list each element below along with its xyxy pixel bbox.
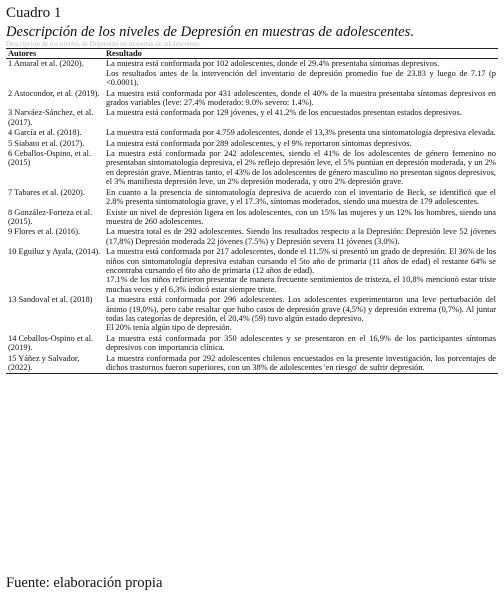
author-cell: 8 González-Forteza et al. (2015).: [8, 207, 93, 226]
author-cell: 1 Amaral et al. (2020).: [8, 59, 84, 69]
result-paragraph: La muestra está conformada por 4.759 adolescentes, donde el 13,3% presenta una sintomatología depresiva elevada.: [106, 128, 496, 138]
table-row: [6, 108, 498, 128]
table-row: [6, 334, 498, 354]
result-paragraph: La muestra está conformada por 102 adolescentes, donde el 29.4% presentaba síntomas depresivos.: [106, 59, 440, 69]
result-cell: [104, 59, 498, 89]
result-paragraph: La muestra está conformada por 431 adolescentes, donde el 40% de la muestra presentaba síntomas depresivos en grados variables (leve: 27.4% moderado: 9.0% severo: 1.4%).: [106, 88, 496, 108]
author-cell: 13 Sandoval et al. (2018): [8, 295, 93, 305]
result-paragraph: La muestra está conformada por 217 adolescentes, donde el 11.5% si presentó un grado de depresión. El 36% de los niños con sintomatología depresiva estaban cursando el 5to año de primaria (11 años de edad) el restante 64% se encontraba cursando el 6to año de primaria (12 años de edad).: [106, 247, 496, 275]
author-cell: 9 Flores et al. (2016).: [8, 227, 81, 237]
table-row: [6, 59, 498, 89]
table-row: [6, 227, 498, 247]
result-cell: [104, 334, 498, 354]
table-row: [6, 354, 498, 374]
author-cell: 2 Astocondor, et al. (2019).: [8, 88, 100, 98]
table-body: [6, 59, 498, 374]
author-cell: 3 Narváez-Sánchez, et al. (2017).: [8, 108, 94, 127]
result-cell: [104, 295, 498, 334]
author-cell: 4 García et al. (2018).: [8, 128, 82, 138]
table-row: [6, 247, 498, 295]
result-cell: [104, 188, 498, 208]
result-paragraph: La muestra conformada por 292 adolescentes chilenos encuestados en la presente investigación, los porcentajes de dichos trastornos fueron superiores, con un 38% de adolescentes 'en riesgo' de sufrir depresión.: [106, 353, 496, 372]
table-row: [6, 295, 498, 334]
result-cell: [104, 149, 498, 188]
table-row: [6, 128, 498, 138]
result-paragraph: En cuanto a la presencia de sintomatología depresiva de acuerdo con el inventario de Beck, se identificó que el 2.8% presenta sintomatología grave, y el 17.3%, síntomas moderados, siendo una muestra de 179 adolescentes.: [106, 187, 496, 207]
author-cell: 7 Tabares et al. (2020).: [8, 187, 85, 197]
result-paragraph: La muestra está conformada por 289 adolescentes, y el 9% reportaron síntomas depresivos.: [106, 138, 412, 148]
results-table: [6, 48, 498, 374]
result-paragraph: Los resultados antes de la intervención del inventario de depresión promedio fue de 23.83 y luego de 7.17 (p <0.0001).: [106, 68, 496, 88]
result-cell: [104, 108, 498, 128]
author-cell: 14 Ceballos-Ospino et al. (2019).: [8, 333, 94, 353]
result-paragraph: La muestra está conformada por 350 adolescentes y se presentaron en el 16,9% de los participantes síntomas depresivos con importancia clínica.: [106, 333, 496, 353]
result-cell: [104, 208, 498, 228]
author-cell: 10 Eguiluz y Ayala, (2014).: [8, 247, 101, 257]
source-note: Fuente: elaboración propia: [6, 575, 163, 591]
result-cell: [104, 89, 498, 109]
result-paragraph: 17.1% de los niños refirieron presentar de manera frecuente sentimientos de tristeza, el 10,8% mencionó estar triste muchas veces y el 6,3% indicó estar siempre triste.: [106, 275, 496, 294]
result-paragraph: La muestra está conformada por 242 adolescentes, siendo el 41% de los adolescentes de género femenino no presentaban sintomatología depresiva, el 2% reflejo depresión leve, el 5% puntúan en depresión moderada, y un 2% en depresión grave. Mientras tanto, el 43% de los adolescentes de género masculino no presentan signos depresivos, el 3% manifiesta depresión leve, un 2% depresión moderada, y otro 2% depresión grave.: [106, 149, 496, 187]
result-paragraph: Existe un nivel de depresión ligera en los adolescentes, con un 15% las mujeres y un 12% los hombres, siendo una muestra de 260 adolescentes.: [106, 207, 496, 226]
result-paragraph: La muestra total es de 292 adolescentes. Siendo los resultados respecto a la Depresión: Depresión leve 52 jóvenes (17,8%) Depresión moderada 22 jóvenes (7.5%) y Depresión severa 11 jóvenes (3.0%).: [106, 227, 496, 246]
result-paragraph: La muestra está conformada por 129 jóvenes, y el 41.2% de los encuestados presentan estados depresivos.: [106, 108, 462, 118]
table-header-row: [6, 49, 498, 59]
table-row: [6, 188, 498, 208]
table-row: [6, 139, 498, 149]
result-cell: [104, 139, 498, 149]
result-paragraph: La muestra está conformada por 296 adolescentes. Los adolescentes experimentaron una leve perturbación del ánimo (19,0%), pero cabe resaltar que hubo casos de depresión grave (4,5%) y depresión extrema (0,7%). Al juntar todas las categorías de depresión, el 20,4% (59) tuvo algún estado depresivo.: [106, 295, 496, 323]
bleed-through-text: Descripción de los niveles de Depresión en muestras de adolescentes.: [6, 40, 201, 48]
result-cell: [104, 354, 498, 374]
table-row: [6, 208, 498, 228]
table-number: Cuadro 1: [6, 5, 62, 21]
result-cell: [104, 227, 498, 247]
table-title: Descripción de los niveles de Depresión en muestras de adolescentes.: [6, 24, 414, 40]
author-cell: 15 Yáñez y Salvador, (2022).: [6, 354, 104, 374]
table-row: [6, 89, 498, 109]
result-cell: [104, 247, 498, 295]
column-header-authors: Autores: [6, 49, 104, 59]
author-cell: 5 Siabato et al. (2017).: [8, 138, 85, 148]
result-cell: [104, 128, 498, 138]
author-cell: 6 Ceballos-Ospino, et al. (2015): [8, 149, 92, 168]
column-header-result: Resultado: [104, 49, 498, 59]
result-paragraph: El 20% tenía algún tipo de depresión.: [106, 323, 232, 333]
table-row: [6, 149, 498, 188]
